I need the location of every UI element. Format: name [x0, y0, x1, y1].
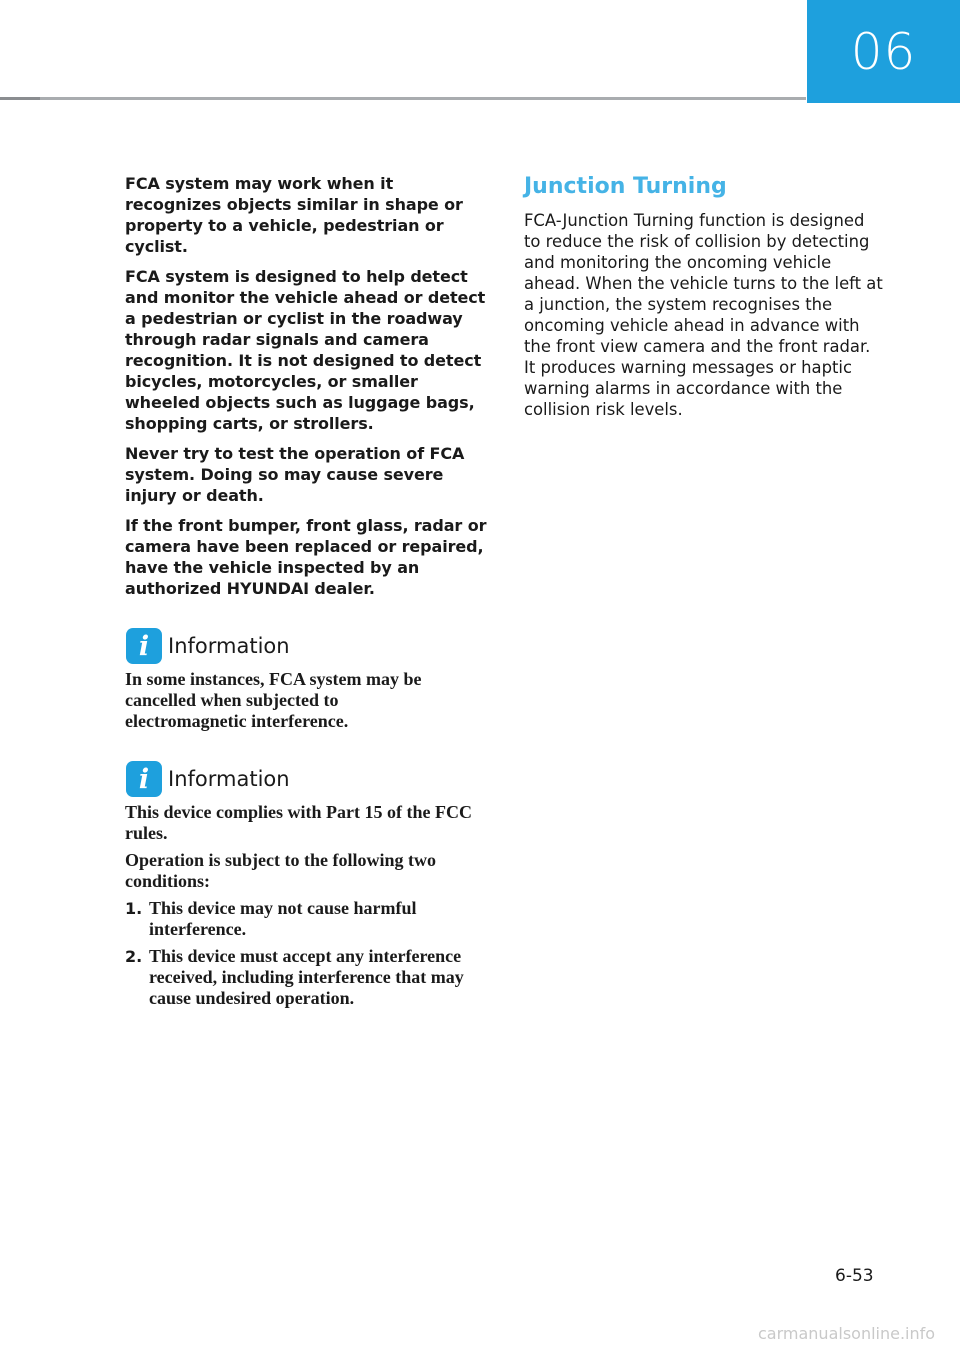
right-column: [524, 172, 886, 420]
warning-paragraph: FCA system is designed to help detect and monitor the vehicle ahead or detect a pedestrian or cyclist in the roadway through radar signals and camera recognition. It is not designed to detect bicycles, motorcycles, or smaller wheeled objects such as luggage bags, shopping carts, or strollers.: [125, 267, 486, 433]
information-header: [125, 627, 491, 665]
section-body: FCA-Junction Turning function is designed to reduce the risk of collision by detecting and monitoring the oncoming vehicle ahead. When the vehicle turns to the left at a junction, the system recognises the oncoming vehicle ahead in advance with the front view camera and the front radar. It produces warning messages or haptic warning alarms in accordance with the collision risk levels.: [524, 211, 883, 419]
warning-paragraph: FCA system may work when it recognizes objects similar in shape or property to a vehicle, pedestrian or cyclist.: [125, 174, 463, 256]
information-header: [125, 760, 491, 798]
section-title: Junction Turning: [524, 174, 727, 199]
info-icon: i: [126, 628, 162, 664]
list-item-text: This device must accept any interference received, including interference that may cause undesired operation.: [149, 946, 464, 1008]
left-column: [125, 173, 491, 1015]
header-rule: [0, 97, 806, 100]
information-box-1: [125, 627, 491, 732]
list-item: [125, 898, 491, 940]
watermark: carmanualsonline.info: [758, 1324, 936, 1343]
chapter-number: 06: [850, 22, 917, 81]
chapter-tab: [807, 0, 960, 103]
list-item-number: 1.: [125, 899, 143, 918]
information-title: Information: [168, 767, 290, 791]
information-title: Information: [168, 634, 290, 658]
information-text: In some instances, FCA system may be cancelled when subjected to electromagnetic interference.: [125, 669, 422, 731]
information-text: This device complies with Part 15 of the FCC rules.: [125, 802, 472, 843]
warning-paragraph: Never try to test the operation of FCA system. Doing so may cause severe injury or death.: [125, 444, 465, 505]
header-rule-accent: [0, 97, 40, 100]
information-text: Operation is subject to the following two conditions:: [125, 850, 436, 891]
list-item-number: 2.: [125, 947, 143, 966]
warning-list: [125, 173, 491, 599]
information-box-2: [125, 760, 491, 1009]
warning-paragraph: If the front bumper, front glass, radar or camera have been replaced or repaired, have the vehicle inspected by an authorized HYUNDAI dealer.: [125, 516, 487, 598]
page-number: 6-53: [835, 1266, 874, 1286]
info-icon: i: [126, 761, 162, 797]
list-item-text: This device may not cause harmful interference.: [149, 898, 417, 939]
list-item: [125, 946, 491, 1009]
